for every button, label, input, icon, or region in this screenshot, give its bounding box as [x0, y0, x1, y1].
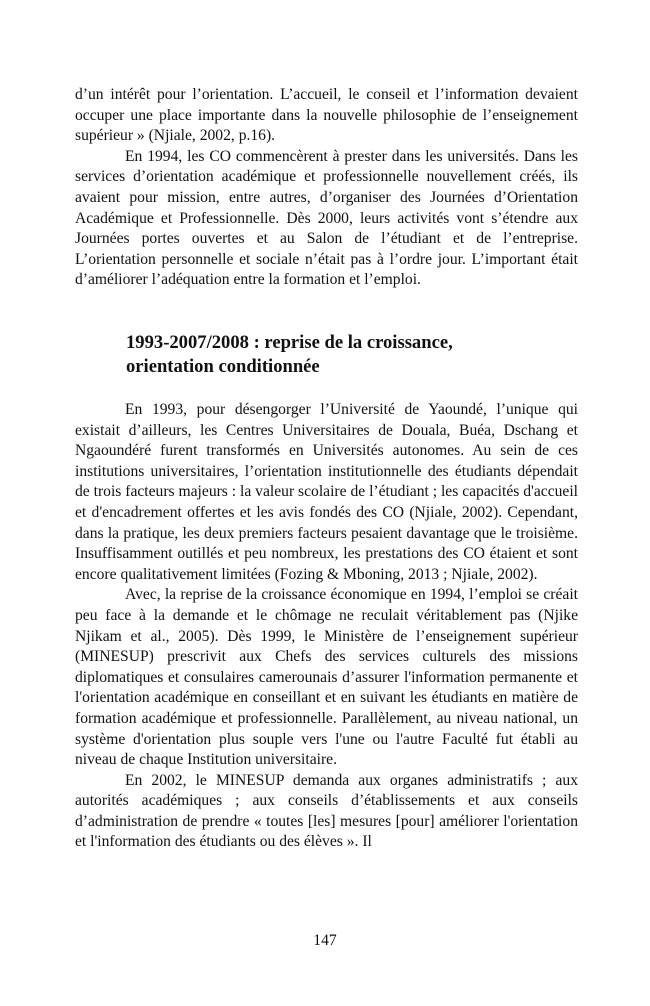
- section-heading-line-1: 1993-2007/2008 : reprise de la croissance,: [126, 332, 453, 353]
- paragraph-continuation: d’un intérêt pour l’orientation. L’accueil, le conseil et l’information devaient occuper une place importante dans la nouvelle philosophie de l’enseignement supérieur » (Njiale, 2002, p.16).: [75, 86, 578, 145]
- paragraph-growth-1994: Avec, la reprise de la croissance économique en 1994, l’emploi se créait peu face à la demande et le chômage ne reculait véritablement pas (Njike Njikam et al., 2005). Dès 1999, le Ministère de l’enseignement supérieur (MINESUP) prescrivit aux Chefs des services culturels des missions diplomatiques et consulaires camerounais d’assurer l'information permanente et l'orientation académique en conseillant et en suivant les étudiants en matière de formation académique et professionnelle. Parallèlement, au niveau national, un système d'orientation plus souple vers l'une ou l'autre Faculté fut établi au niveau de chaque Institution universitaire.: [75, 586, 578, 769]
- paragraph-minesup-2002: En 2002, le MINESUP demanda aux organes administratifs ; aux autorités académiques ; aux conseils d’établissements et aux conseils d’administration de prendre « toutes [les] mesures [pour] améliorer l'orientation et l'information des étudiants ou des élèves ». Il: [75, 771, 578, 851]
- paragraph-co-1994: En 1994, les CO commencèrent à prester dans les universités. Dans les services d’orientation académique et professionnelle nouvellement créés, ils avaient pour mission, entre autres, d’organiser des Journées d’Orientation Académique et Professionnelle. Dès 2000, leurs activités vont s’étendre aux Journées portes ouvertes et au Salon de l’étudiant et de l’entreprise. L’orientation personnelle et sociale n’était pas à l’ordre jour. L’important était d’améliorer l’adéquation entre la formation et l’emploi.: [75, 147, 578, 289]
- section-heading: [126, 331, 546, 378]
- section-heading-line-2: orientation conditionnée: [126, 355, 320, 377]
- page-number: 147: [313, 932, 337, 949]
- section-body: [75, 400, 578, 853]
- paragraph-1993-universities: En 1993, pour désengorger l’Université de Yaoundé, l’unique qui existait d’ailleurs, les Centres Universitaires de Douala, Buéa, Dschang et Ngaoundéré furent transformés en Universités autonomes. Au sein de ces institutions universitaires, l’orientation institutionnelle des étudiants dépendait de trois facteurs majeurs : la valeur scolaire de l’étudiant ; les capacités d'accueil et d'encadrement offertes et les avis fondés des CO (Njiale, 2002). Cependant, dans la pratique, les deux premiers facteurs pesaient davantage que le troisième. Insuffisamment outillés et peu nombreux, les prestations des CO étaient et sont encore qualitativement limitées (Fozing & Mboning, 2013 ; Njiale, 2002).: [75, 401, 578, 583]
- intro-text-block: [75, 85, 578, 291]
